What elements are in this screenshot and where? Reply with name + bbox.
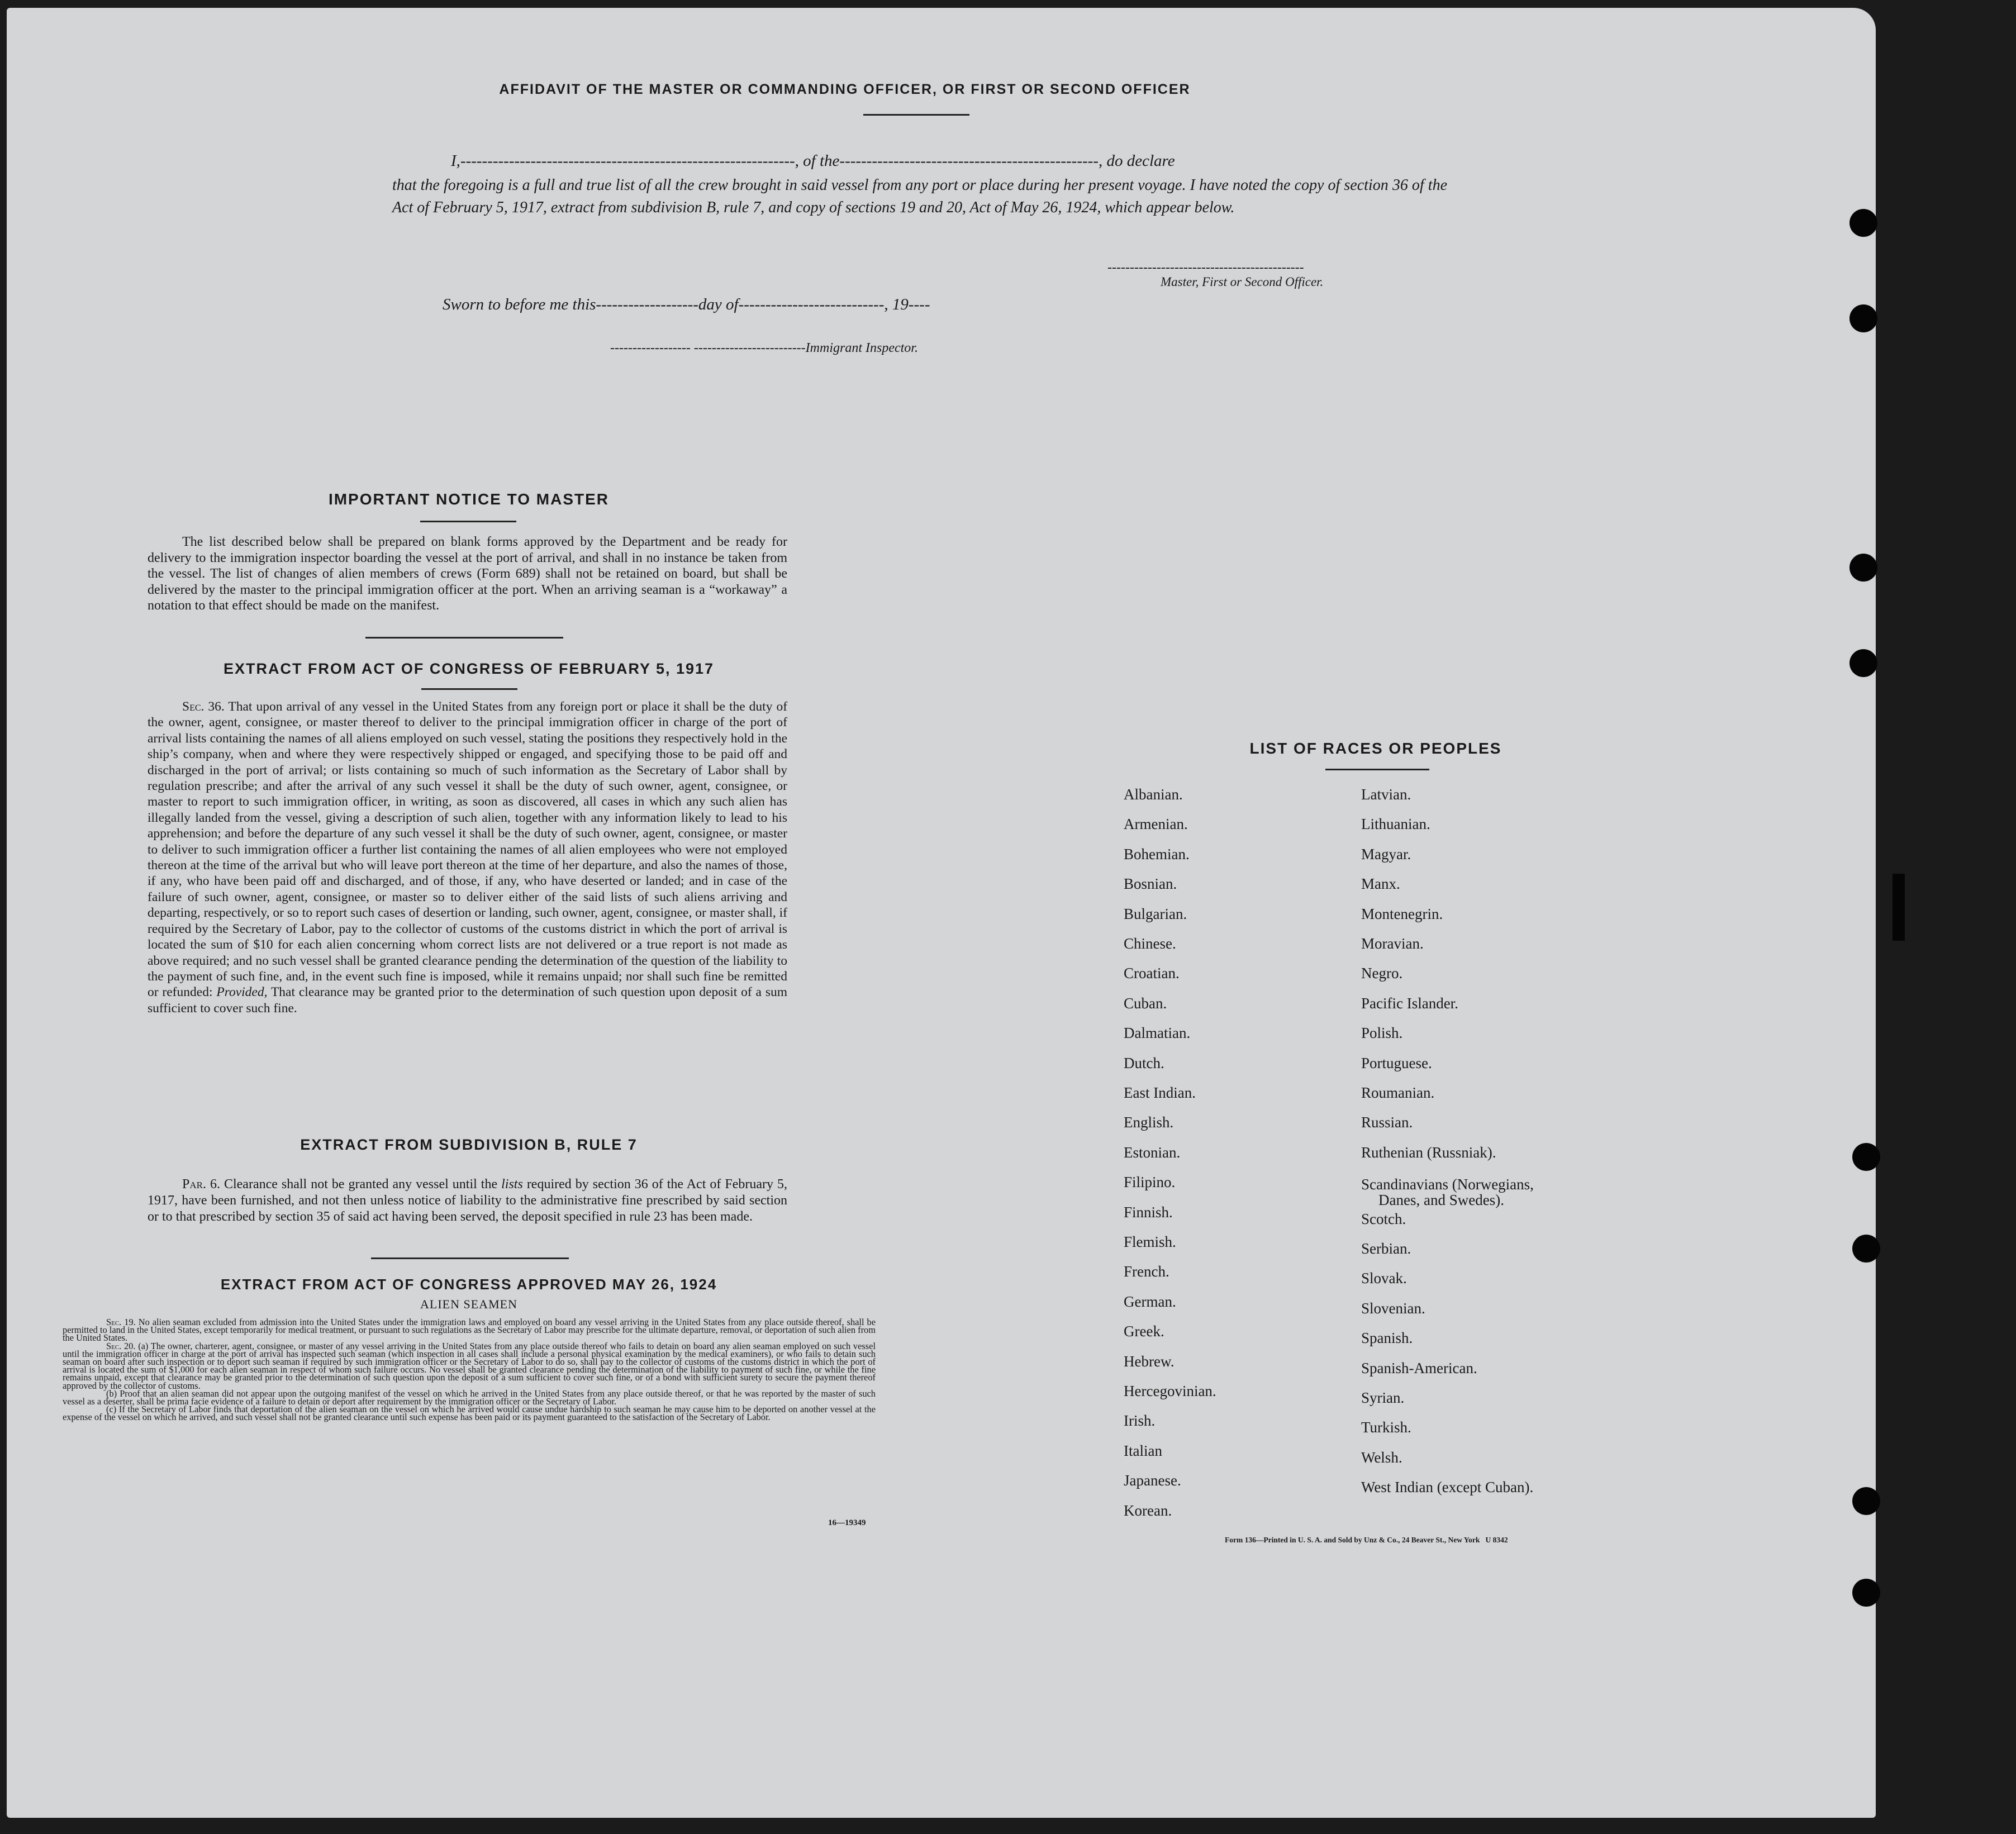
- sec-20-para-c: (c) If the Secretary of Labor finds that deportation of the alien seaman on the vessel on which he arrived would cause undue hardship to such seaman he may cause him to be deported on another vessel at the expense of the vessel on which he arrived, and such vessel shall not be granted clearance until such expense has been paid or its payment guaranteed to the satisfaction of the Secretary of Labor.: [63, 1404, 876, 1423]
- divider: [420, 521, 516, 522]
- race-item: French.: [1124, 1263, 1169, 1280]
- race-item: Moravian.: [1361, 935, 1424, 952]
- race-item: Bulgarian.: [1124, 905, 1187, 922]
- name-blank[interactable]: --------------------------------------------------------------: [460, 152, 795, 170]
- race-item: Pacific Islander.: [1361, 994, 1458, 1012]
- race-item: Irish.: [1124, 1412, 1156, 1430]
- race-item: Finnish.: [1124, 1203, 1173, 1221]
- race-item: Japanese.: [1124, 1472, 1181, 1489]
- sec-36-text: That upon arrival of any vessel in the United States from any foreign port or place it shall be the duty of the owner, agent, consignee, or master thereof to deliver to the principal immigration officer in charge of the port of arrival lists containing the names of all aliens employed on such vessel, stating the positions they respectively hold in the ship’s company, when and where they were respectively shipped or engaged, and specifying those to be paid off and discharged in the port of arrival; or lists containing so much of such information as the Secretary of Labor shall by regulation prescribe; and after the arrival of any such vessel it shall be the duty of such owner, agent, consignee, or master to report to such immigration officer, in writing, as soon as discovered, all cases in which any such alien has illegally landed from the vessel, giving a description of such alien, together with any information likely to lead to his apprehension; and before the departure of any such vessel it shall be the duty of such owner, agent, consignee, or master to deliver to such immigration officer a further list containing the names of all alien employees who were not employed thereon at the time of the arrival but who will leave port thereon at the time of her departure, and also the names of those, if any, who have been paid off and discharged, and of those, if any, who have deserted or landed; and in case of the failure of such owner, agent, consignee, or master so to deliver either of the said lists of such aliens arriving and departing, respectively, or so to report such cases of desertion or landing, such owner, agent, consignee, or master shall, if required by the Secretary of Labor, pay to the collector of customs of the customs district in which the port of arrival is located the sum of $10 for each alien concerning whom correct lists are not delivered or a true report is not made as above required; and no such vessel shall be granted clearance pending the determination of the question of the liability to the payment of such fine, and, in the event such fine is imposed, while it remains unpaid; nor shall such fine be remitted or refunded:: [148, 699, 788, 1000]
- race-item: Cuban.: [1124, 994, 1167, 1012]
- race-item: Greek.: [1124, 1323, 1164, 1340]
- race-item: Lithuanian.: [1361, 816, 1430, 833]
- lists-word: lists: [501, 1177, 523, 1192]
- race-item: Dutch.: [1124, 1054, 1164, 1071]
- par-6-text-b: required by section 36 of the Act of February 5, 1917, have been furnished, and not then unless notice of liability to the administrative fine prescribed by said section or to that prescribed by section 35 of said act having been served, the deposit specified in rule 23 has been made.: [148, 1177, 787, 1224]
- race-item: Spanish-American.: [1361, 1359, 1477, 1376]
- race-item: Armenian.: [1124, 816, 1188, 833]
- race-item: Turkish.: [1361, 1419, 1411, 1436]
- edge-tab: [1893, 874, 1905, 941]
- race-item: Italian: [1124, 1442, 1162, 1459]
- race-item: Slovenian.: [1361, 1299, 1425, 1317]
- race-item: Slovak.: [1361, 1270, 1407, 1287]
- sworn-year-blank[interactable]: ----: [908, 296, 930, 313]
- binder-hole: [1852, 1487, 1880, 1515]
- binder-hole: [1849, 209, 1877, 237]
- race-item: Negro.: [1361, 965, 1403, 982]
- sworn-year-label: , 19: [884, 296, 909, 313]
- vessel-blank[interactable]: ------------------------------------------------: [839, 152, 1099, 170]
- race-item: Hercegovinian.: [1124, 1383, 1216, 1399]
- proviso-label: Provided,: [216, 985, 268, 1000]
- binder-hole: [1852, 1143, 1880, 1171]
- printer-imprint: Form 136—Printed in U. S. A. and Sold by Unz & Co., 24 Beaver St., New York U 8342: [1225, 1536, 1508, 1544]
- sworn-line: [443, 296, 930, 314]
- sec-36-label: Sec. 36.: [182, 699, 225, 714]
- inspector-caption: Immigrant Inspector.: [805, 341, 918, 355]
- race-item: East Indian.: [1124, 1084, 1196, 1101]
- binder-hole: [1852, 1579, 1880, 1607]
- notice-title: IMPORTANT NOTICE TO MASTER: [328, 490, 610, 508]
- race-item: Manx.: [1361, 875, 1400, 893]
- race-item: Estonian.: [1124, 1144, 1181, 1161]
- signature-blank[interactable]: --------------------------------------------: [1107, 260, 1304, 275]
- race-item: Magyar.: [1361, 845, 1411, 863]
- binder-hole: [1849, 554, 1877, 582]
- race-item: Hebrew.: [1124, 1352, 1175, 1370]
- race-item: Latvian.: [1361, 786, 1411, 803]
- affidavit-title: AFFIDAVIT OF THE MASTER OR COMMANDING OFFICER, OR FIRST OR SECOND OFFICER: [499, 82, 1191, 97]
- divider: [365, 637, 563, 639]
- par-6-label: Par. 6.: [182, 1177, 220, 1192]
- notice-text: The list described below shall be prepared on blank forms approved by the Department and be ready for delivery to the immigration inspector boarding the vessel at the port of arrival, and shall in no instance be taken from the vessel. The list of changes of alien members of crews (Form 689) shall not be retained on board, but shall be delivered by the master to the principal immigration officer at the port. When an arriving seaman is a “workaway” a notation to that effect should be made on the manifest.: [148, 535, 787, 613]
- race-item: Chinese.: [1124, 935, 1176, 952]
- alien-seamen-subtitle: ALIEN SEAMEN: [420, 1297, 517, 1311]
- race-item: Croatian.: [1124, 965, 1180, 982]
- divider: [1325, 769, 1429, 770]
- race-item: Polish.: [1361, 1025, 1403, 1042]
- sworn-month-blank[interactable]: ---------------------------: [738, 296, 885, 313]
- race-item: Welsh.: [1361, 1449, 1402, 1466]
- affidavit-text: that the foregoing is a full and true list of all the crew brought in said vessel from any port or place during her present voyage. I have noted the copy of section 36 of the Act of February 5, 1917, extract from subdivision B, rule 7, and copy of sections 19 and 20, Act of May 26, 1924, which appear below.: [392, 177, 1447, 216]
- par-6-text-a: Clearance shall not be granted any vessel until the: [224, 1177, 498, 1192]
- subdivision-b-title: EXTRACT FROM SUBDIVISION B, RULE 7: [300, 1136, 638, 1153]
- binder-hole: [1849, 304, 1877, 332]
- race-item: Danes, and Swedes).: [1378, 1192, 1504, 1209]
- affidavit-of-the-label: , of the: [795, 152, 840, 170]
- race-item: Roumanian.: [1361, 1084, 1435, 1101]
- race-item: Syrian.: [1361, 1389, 1405, 1406]
- race-item: Bosnian.: [1124, 875, 1177, 893]
- race-item: Scandinavians (Norwegians,: [1361, 1176, 1534, 1193]
- sec-20-para-b: (b) Proof that an alien seaman did not appear upon the outgoing manifest of the vessel on which he arrived in the United States from any place outside thereof, or that he was reported by the master of such vessel as a deserter, shall be prima facie evidence of a failure to detain or deport after requirement by the immigration officer or the Secretary of Labor.: [63, 1388, 876, 1407]
- extract-1924-title: EXTRACT FROM ACT OF CONGRESS APPROVED MAY 26, 1924: [220, 1276, 717, 1293]
- race-item: Korean.: [1124, 1502, 1172, 1519]
- divider: [371, 1257, 569, 1259]
- proviso-text: That clearance may be granted prior to the determination of such question upon deposit of a sum sufficient to cover such fine.: [148, 985, 788, 1016]
- inspector-blank[interactable]: ------------------ -------------------------: [610, 341, 806, 355]
- sec-20-label: Sec. 20.: [106, 1340, 136, 1351]
- divider: [421, 688, 517, 690]
- race-item: Dalmatian.: [1124, 1025, 1191, 1042]
- race-item: Montenegrin.: [1361, 905, 1443, 922]
- divider: [863, 114, 969, 116]
- affidavit-declaration-line: [451, 152, 1457, 170]
- races-title: LIST OF RACES OR PEOPLES: [1249, 740, 1502, 757]
- race-item: Spanish.: [1361, 1330, 1413, 1347]
- race-item: Filipino.: [1124, 1174, 1176, 1191]
- race-item: West Indian (except Cuban).: [1361, 1479, 1534, 1496]
- sec-19-label: Sec. 19.: [106, 1317, 136, 1327]
- race-item: Bohemian.: [1124, 845, 1190, 863]
- race-item: English.: [1124, 1114, 1174, 1131]
- sec-19-text: No alien seaman excluded from admission into the United States under the immigration laws and employed on board any vessel arriving in the United States from any place outside thereof, shall be permitted to land in the United States, except temporarily for medical treatment, or pursuant to such regulations as the Secretary of Labor may prescribe for the ultimate departure, removal, or deportation of such alien from the United States.: [63, 1317, 876, 1344]
- race-item: Scotch.: [1361, 1210, 1406, 1227]
- race-item: German.: [1124, 1293, 1176, 1310]
- extract-1924-text: [63, 1318, 876, 1422]
- binder-hole: [1849, 649, 1877, 677]
- sworn-day-of-label: day of: [698, 296, 739, 313]
- extract-1917-text: [148, 699, 787, 1016]
- signature-caption: Master, First or Second Officer.: [1161, 275, 1324, 289]
- sworn-day-blank[interactable]: -------------------: [596, 296, 698, 313]
- sworn-label: Sworn to before me this: [443, 296, 596, 313]
- race-item: Portuguese.: [1361, 1054, 1432, 1071]
- affidavit-declare-label: , do declare: [1098, 152, 1175, 170]
- sec-20-text: (a) The owner, charterer, agent, consignee, or master of any vessel arriving in the United States from any place outside thereof who fails to detain on board any alien seaman employed on such vessel until the immigration officer in charge at the port of arrival has inspected such seaman (which inspection in all cases shall include a personal physical examination by the medical examiners), or who fails to detain such seaman on board after such inspection or to deport such seaman if required by such immigration officer or the Secretary of Labor to do so, shall pay to the collector of customs of the customs district in which the port of arrival is located the sum of $1,000 for each alien seaman in respect of whom such failure occurs. No vessel shall be granted clearance pending the determination of the liability to payment of such fine, or while the fine remains unpaid, except that clearance may be granted prior to the determination of such question upon the deposit of a sum sufficient to cover such fine, or of a bond with sufficient surety to secure the payment thereof approved by the collector of customs.: [63, 1340, 876, 1391]
- race-item: Serbian.: [1361, 1240, 1411, 1257]
- inspector-line: [610, 341, 918, 356]
- extract-1917-title: EXTRACT FROM ACT OF CONGRESS OF FEBRUARY 5, 1917: [223, 660, 715, 677]
- race-item: Albanian.: [1124, 786, 1183, 803]
- affidavit-i-label: I,: [451, 152, 460, 170]
- race-item: Russian.: [1361, 1114, 1413, 1131]
- form-code: 16—19349: [828, 1518, 866, 1527]
- document-page: [7, 8, 1876, 1818]
- race-item: Ruthenian (Russniak).: [1361, 1144, 1496, 1161]
- binder-hole: [1852, 1235, 1880, 1263]
- subdivision-b-text: [148, 1176, 787, 1225]
- race-item: Flemish.: [1124, 1233, 1176, 1250]
